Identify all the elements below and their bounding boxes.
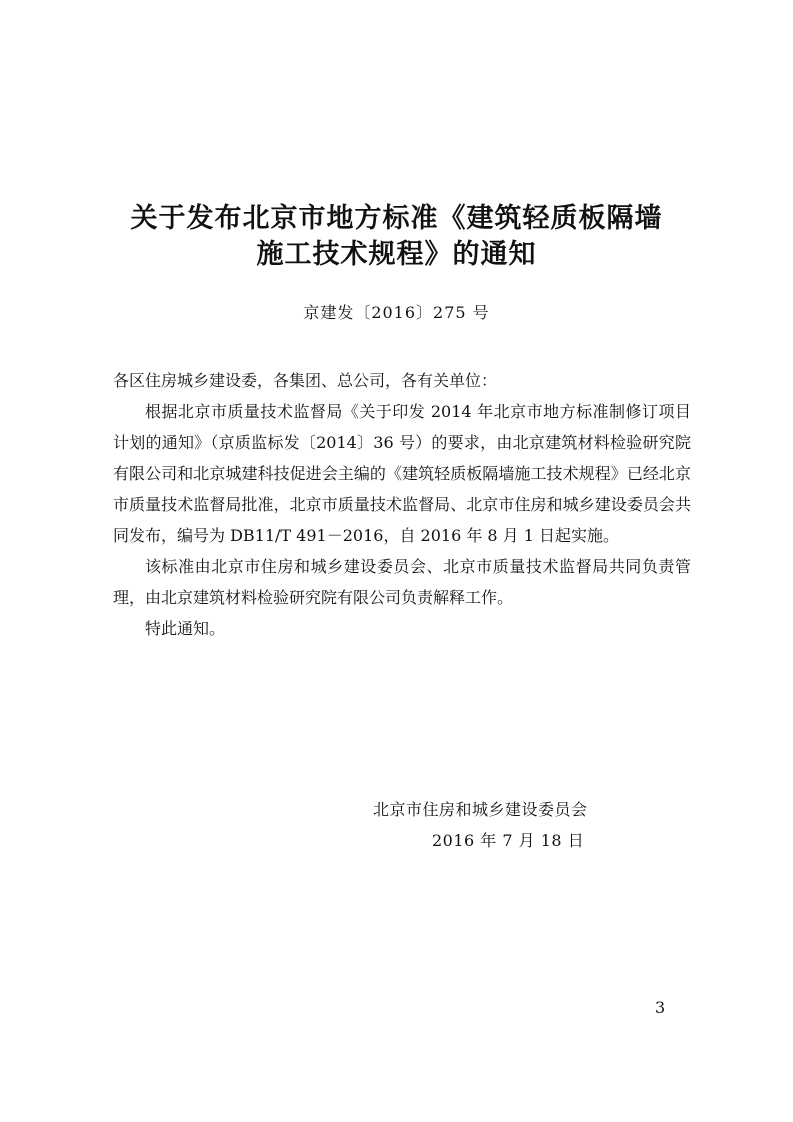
page-number: 3: [655, 998, 666, 1017]
document-body: [113, 365, 691, 644]
document-title-line-2: 施工技术规程》的通知: [256, 239, 537, 270]
addressee: 各区住房城乡建设委，各集团、总公司，各有关单位：: [113, 371, 498, 390]
body-paragraph-closing: 特此通知。: [145, 619, 226, 638]
signature-date: 2016 年 7 月 18 日: [432, 831, 585, 850]
document-number: 京建发〔2016〕275 号: [303, 303, 490, 322]
body-paragraph-2: 该标准由北京市住房和城乡建设委员会、北京市质量技术监督局共同负责管理，由北京建筑材料检验研究院有限公司负责解释工作。: [113, 557, 691, 607]
body-paragraph-1: 根据北京市质量技术监督局《关于印发 2014 年北京市地方标准制修订项目计划的通知》（京质监标发〔2014〕36 号）的要求，由北京建筑材料检验研究院有限公司和北京城建科技促进会主编的《建筑轻质板隔墙施工技术规程》已经北京市质量技术监督局批准，北京市质量技术监督局、北京市住房和城乡建设委员会共同发布，编号为 DB11/T 491－2016，自 2016 年 8 月 1 日起实施。: [113, 402, 691, 545]
document-title-line-1: 关于发布北京市地方标准《建筑轻质板隔墙: [130, 203, 663, 234]
signature-organization: 北京市住房和城乡建设委员会: [373, 800, 588, 819]
